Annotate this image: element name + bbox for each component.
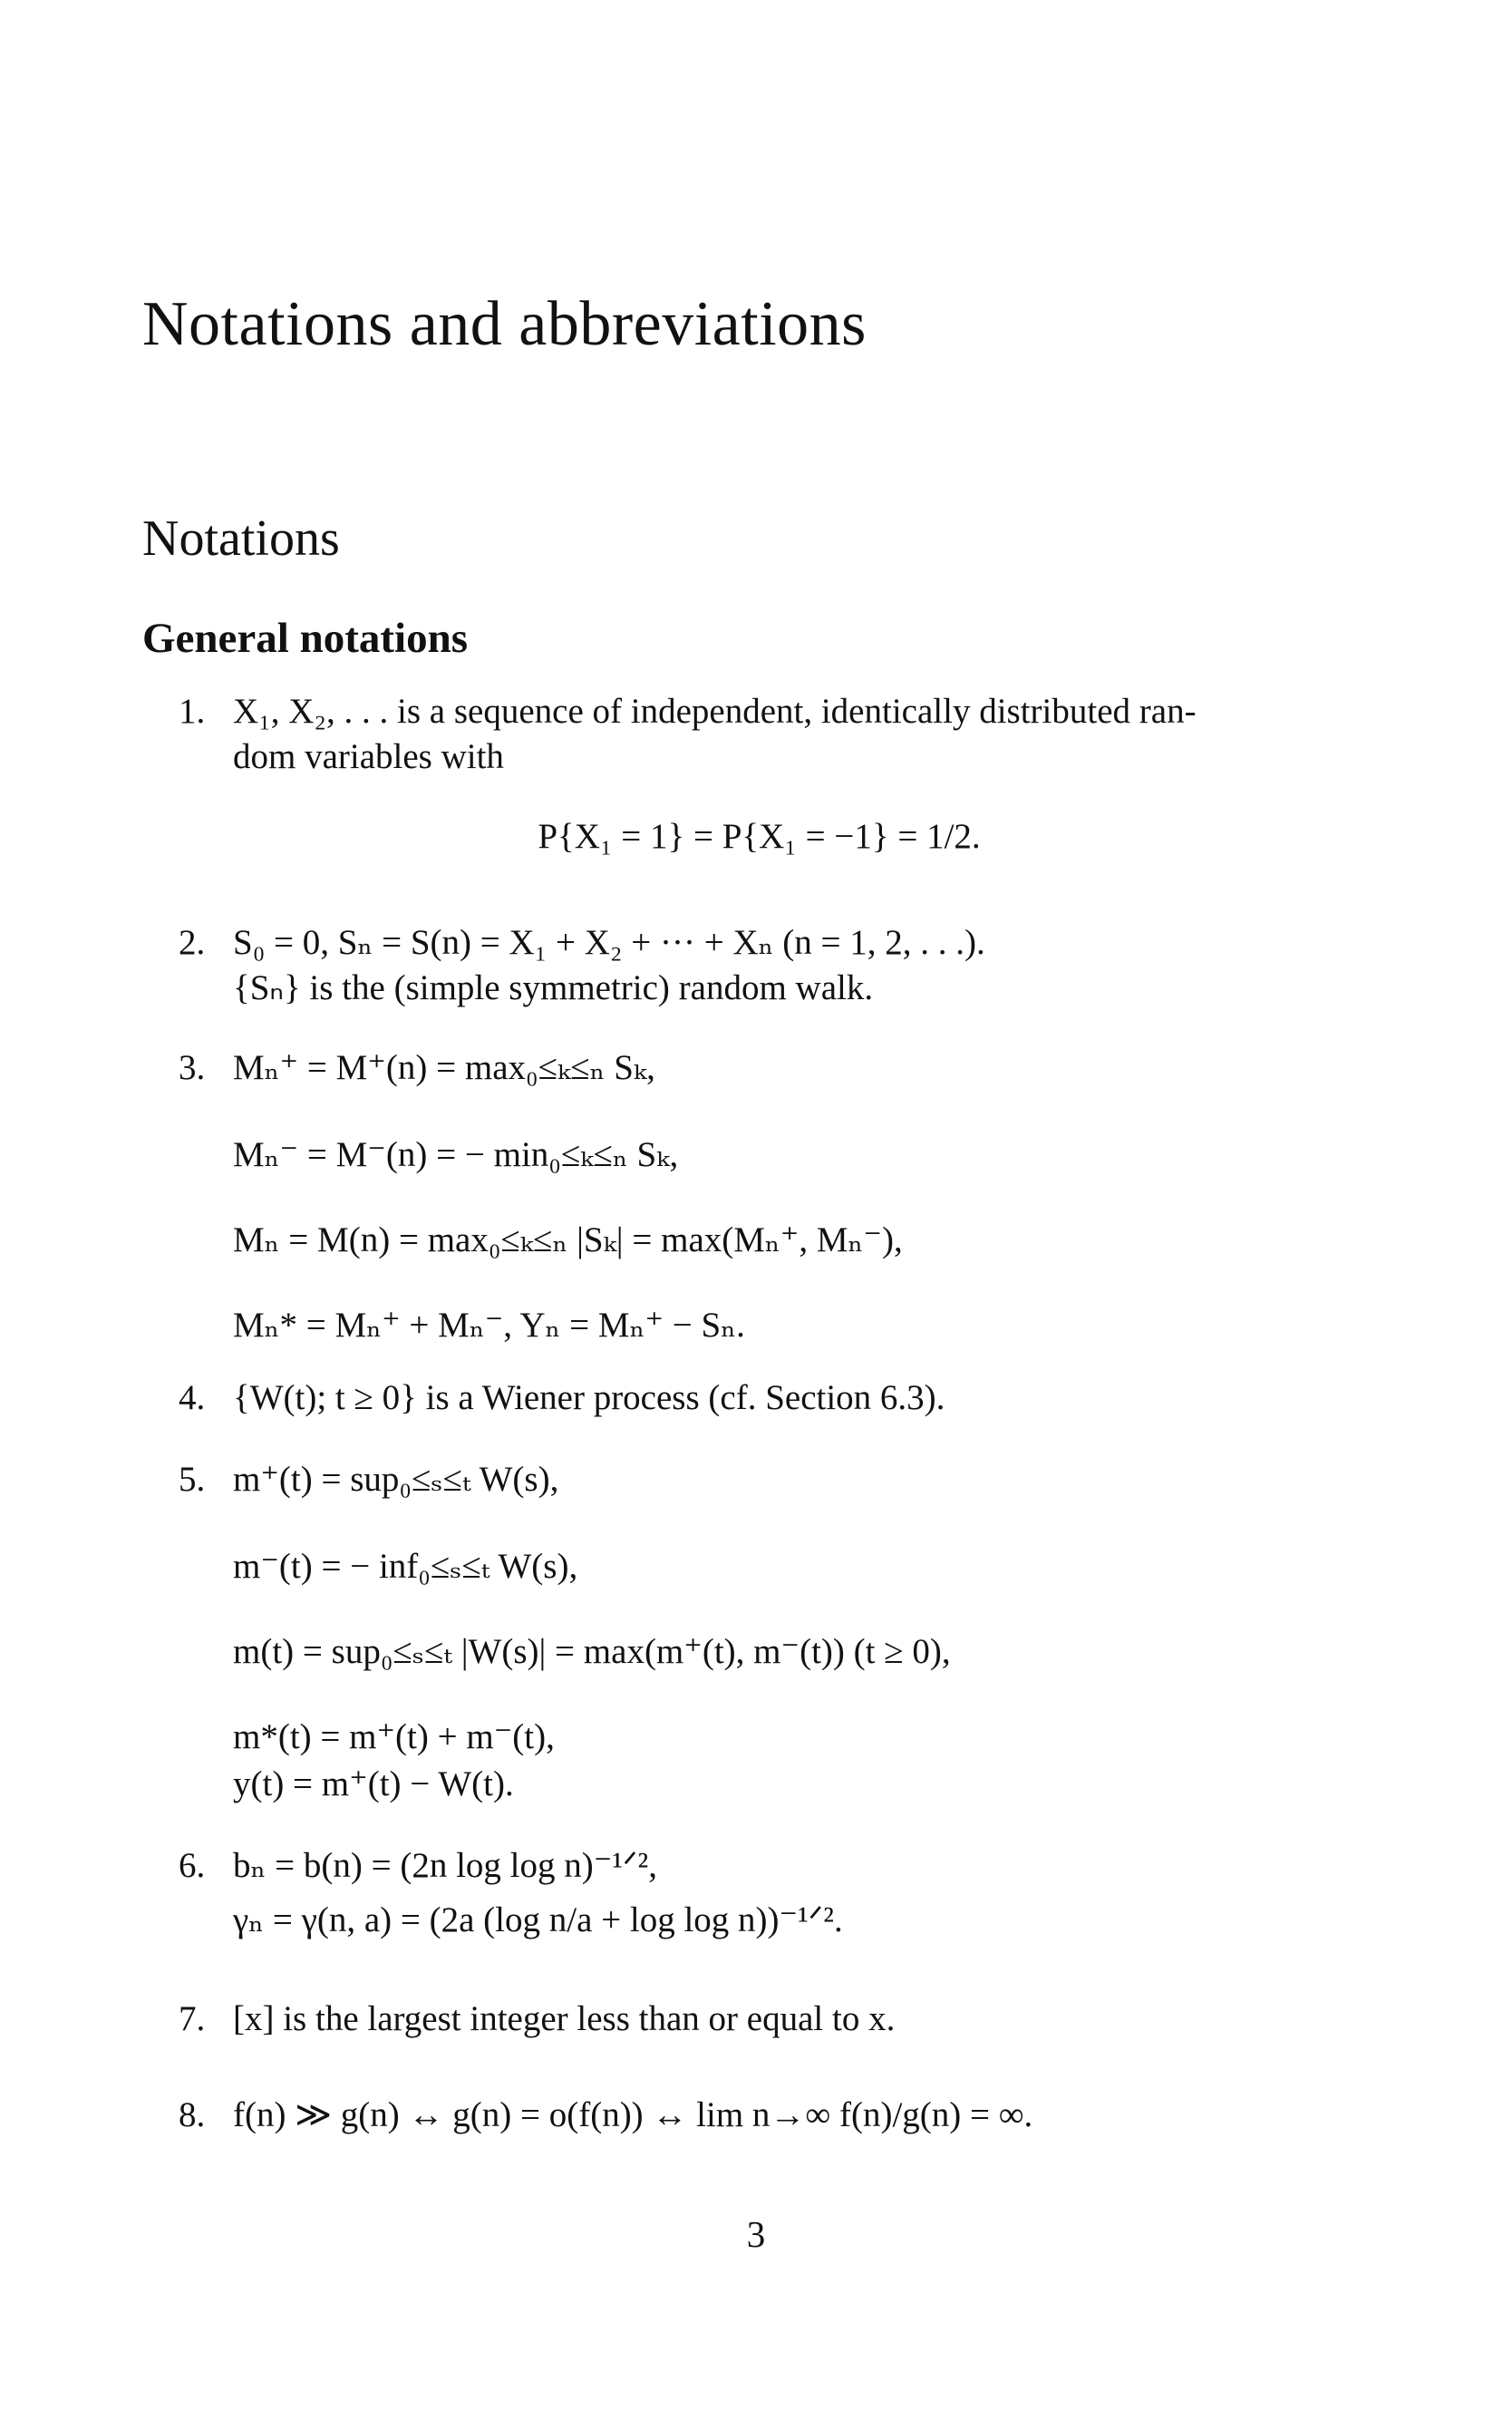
- equation-line: Mₙ = M(n) = max₀≤ₖ≤ₙ |Sₖ| = max(Mₙ⁺, Mₙ⁻),: [233, 1220, 903, 1259]
- item-number: 5.: [179, 1460, 206, 1499]
- equation-line: bₙ = b(n) = (2n log log n)⁻¹ᐟ²,: [233, 1846, 657, 1885]
- equation-line: m(t) = sup₀≤ₛ≤ₜ |W(s)| = max(m⁺(t), m⁻(t)) (t ≥ 0),: [233, 1632, 951, 1671]
- section-title: Notations: [142, 510, 340, 567]
- item-text-line: {Sₙ} is the (simple symmetric) random walk.: [233, 968, 874, 1007]
- equation-line: S₀ = 0, Sₙ = S(n) = X₁ + X₂ + ··· + Xₙ (n = 1, 2, . . .).: [233, 923, 985, 962]
- display-equation: P{X₁ = 1} = P{X₁ = −1} = 1/2.: [538, 817, 981, 856]
- item-number: 1.: [179, 692, 206, 731]
- page-number: 3: [746, 2213, 766, 2255]
- item-number: 6.: [179, 1846, 206, 1885]
- item-text-line: {W(t); t ≥ 0} is a Wiener process (cf. Section 6.3).: [233, 1378, 945, 1417]
- equation-line: m⁺(t) = sup₀≤ₛ≤ₜ W(s),: [233, 1460, 559, 1499]
- chapter-title: Notations and abbreviations: [142, 289, 867, 359]
- equation-line: γₙ = γ(n, a) = (2a (log n/a + log log n))⁻¹ᐟ².: [233, 1900, 843, 1939]
- equation-line: m⁻(t) = − inf₀≤ₛ≤ₜ W(s),: [233, 1547, 578, 1586]
- item-text-line: [x] is the largest integer less than or equal to x.: [233, 1999, 896, 2038]
- equation-line: m*(t) = m⁺(t) + m⁻(t),: [233, 1717, 555, 1756]
- item-number: 2.: [179, 923, 206, 962]
- equation-line: Mₙ⁻ = M⁻(n) = − min₀≤ₖ≤ₙ Sₖ,: [233, 1135, 679, 1174]
- item-text-line: dom variables with: [233, 737, 504, 776]
- subsection-title: General notations: [142, 615, 469, 662]
- item-number: 7.: [179, 1999, 206, 2038]
- equation-line: f(n) ≫ g(n) ↔ g(n) = o(f(n)) ↔ lim n→∞ f(n)/g(n) = ∞.: [233, 2095, 1033, 2134]
- item-number: 3.: [179, 1048, 206, 1087]
- item-number: 8.: [179, 2095, 206, 2134]
- equation-line: Mₙ* = Mₙ⁺ + Mₙ⁻, Yₙ = Mₙ⁺ − Sₙ.: [233, 1306, 745, 1345]
- equation-line: Mₙ⁺ = M⁺(n) = max₀≤ₖ≤ₙ Sₖ,: [233, 1048, 655, 1087]
- equation-line: y(t) = m⁺(t) − W(t).: [233, 1764, 514, 1803]
- item-number: 4.: [179, 1378, 206, 1417]
- item-text-line: X₁, X₂, . . . is a sequence of independent, identically distributed ran-: [233, 692, 1197, 731]
